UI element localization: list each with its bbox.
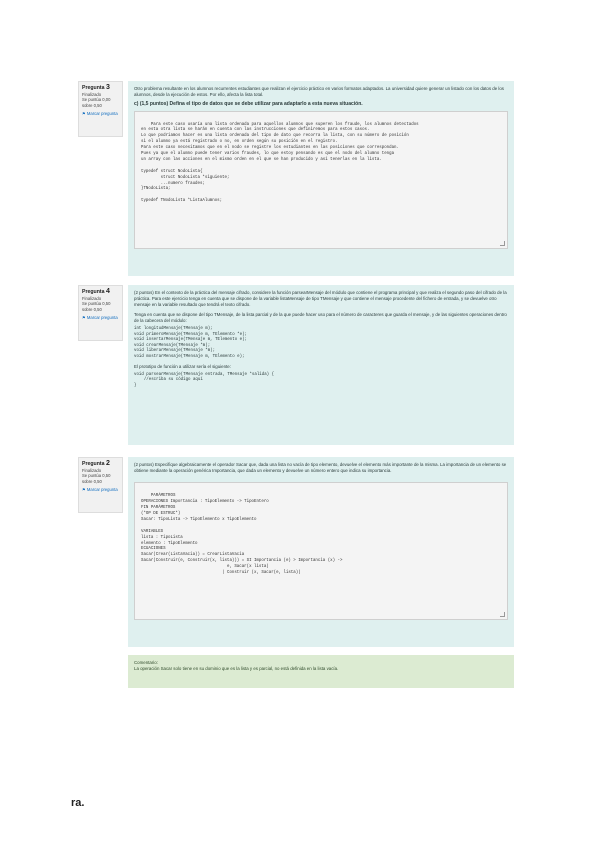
- subquestion-text: c) (1,5 puntos) Defina el tipo de datos que se debe utilizar para adaptarlo a esta nueva situación.: [134, 101, 363, 108]
- question-score: Se puntúa 0,50 sobre 0,50: [82, 301, 111, 312]
- resize-handle-icon[interactable]: [500, 241, 505, 246]
- question-body-3: [128, 81, 514, 276]
- prototype-label: El prototipo de función a utilizar sería el siguiente:: [134, 363, 231, 369]
- flag-question-link[interactable]: ⚑ Marcar pregunta: [82, 487, 118, 493]
- question-status: Finalizado: [82, 295, 102, 301]
- question-body-4: [128, 285, 514, 445]
- flag-question-link[interactable]: ⚑ Marcar pregunta: [82, 315, 118, 321]
- question-score: Se puntúa 0,00 sobre 0,50: [82, 97, 111, 108]
- question-text-2: Tenga en cuenta que se dispone del tipo TMensaje, de la lista parcial y de la que puede hacer uso para el número de caracteres que guarda el mensaje, y de las siguientes operaciones dentro de la cabecera del módulo:: [134, 311, 507, 323]
- feedback-text: La operación Sacar solo tiene en su dominio que es la lista y es parcial, no está definida en la lista vacía.: [134, 666, 339, 671]
- general-feedback: [128, 655, 514, 688]
- answer-textarea[interactable]: [134, 111, 508, 249]
- question-score: Se puntúa 0,50 sobre 0,50: [82, 473, 111, 484]
- question-status: Finalizado: [82, 91, 102, 97]
- code-block: int longitudMensaje(TMensaje m); void primeroMensaje(TMensaje m, TElemento *e); void insertarMensaje(TMensaje m, TElemento e); void crearMensaje(TMensaje *m); void liberarMensaje(TMensaje *m); void mostrarMensaje(TMensaje m, TElemento e);: [134, 327, 248, 359]
- flag-question-link[interactable]: ⚑ Marcar pregunta: [82, 111, 118, 117]
- answer-text: Para este caso usaría una lista ordenada para aquellos alumnos que superen los fraude, los alumnos detectados en esta otra lista se harán en cuenta con las instrucciones que definiremos para estos casos. Lo que podríamos hacer es una lista ordenada del tipo de dato que recorra la lista, con su número de posición si el alumno ya está registrado o no, en orden según su posición en el registro. Para este caso necesitamos que en el nodo se registre los estudiantes en las posiciones que correspondan. Pues ya que el alumno puede tener varios fraudes, lo que estoy pensando es que el nodo del alumno tenga un array con las acciones en el mismo orden en el que se han producido y así tenerlas en la lista. typedef struct NodoLista{ struct NodoLista *siguiente; ...numero fraudes; }TNodoLista; typedef TNodoLista *ListaAlumnos;: [141, 122, 419, 204]
- question-number: Pregunta 2: [82, 460, 110, 467]
- footer-text: ra.: [71, 797, 85, 809]
- question-body-2: [128, 457, 514, 647]
- question-number: Pregunta 4: [82, 288, 110, 295]
- prototype-code: void parsearMensaje(TMensaje entrada, TMensaje *salida) { //escriba su código aquí }: [134, 372, 275, 388]
- question-info-4: [78, 285, 123, 341]
- answer-textarea[interactable]: [134, 482, 508, 620]
- question-text: (2 puntos) Especifique algebraicamente el operador Sacar que, dada una lista no vacía de tipo elemento, devuelve el elemento más importante de la misma. La importancia de un elemento se obtiene mediante la operación genérica Importancia, que dada un elemento y devuelve un número entero que indica su importancia.: [134, 462, 507, 474]
- resize-handle-icon[interactable]: [500, 612, 505, 617]
- question-status: Finalizado: [82, 467, 102, 473]
- question-text: (2 puntos) En el contexto de la práctica del mensaje cifrado, considere la función parsearMensaje del módulo que contiene el programa principal y que realiza el segundo paso del cifrado de la práctica. Para este ejercicio tenga en cuenta que se dispone de la variable listaMensaje de tipo TMensaje y que contiene el mensaje procedente del fichero de entrada, y se devuelve otro mensaje en la variable resultado que tendrá el texto cifrado.: [134, 290, 507, 308]
- answer-text: PARÁMETROS OPERACIONES Importancia : TipoElemento -> TipoEntero FIN PARÁMETROS (*OP DE ESTRUC*) Sacar: TipoLista -> TipoElemento x TipoElemento VARIABLES lista : TipoLista elemento : TipoElemento ECUACIONES Sacar(Crear(ListaVacia)) = CrearListaVacia Sacar(Construir(e, Construir(x, lista))) = SI Importancia (e) > Importancia (x) -> e, Sacar(x lista) | Construir (x, Sacar(e, lista)): [141, 494, 343, 576]
- question-number: Pregunta 3: [82, 84, 110, 91]
- question-text: Otro problema resultante en los alumnos recurrentes estudiantes que realizan el ejercicio práctico en varios formatos adaptados. La universidad quiere generar un listado con los datos de los alumnos, desde la ejecución de estos. Por ello, afecta la lista total.: [134, 86, 504, 98]
- question-info-2: [78, 457, 123, 513]
- feedback-title: Comentario:: [134, 660, 158, 665]
- question-info-3: [78, 81, 123, 137]
